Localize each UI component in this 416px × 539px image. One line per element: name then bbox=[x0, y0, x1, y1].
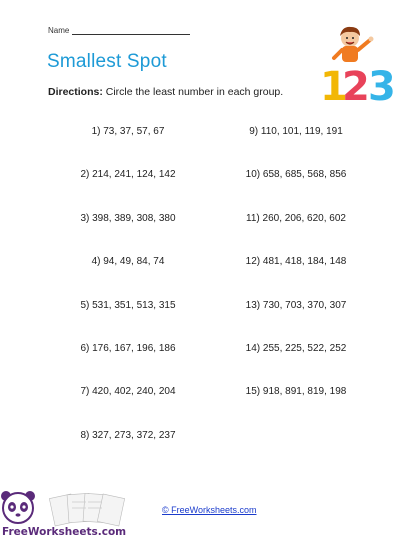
problem-item: 13) 730, 703, 370, 307 bbox=[245, 299, 347, 311]
directions-label: Directions: bbox=[48, 86, 103, 98]
name-label: Name bbox=[48, 26, 70, 35]
problem-item: 1) 73, 37, 57, 67 bbox=[91, 126, 165, 137]
problem-item: 15) 918, 891, 819, 198 bbox=[245, 386, 347, 398]
digit-two: 2 bbox=[342, 64, 370, 104]
directions-text: Circle the least number in each group. bbox=[102, 86, 284, 98]
name-field bbox=[48, 26, 190, 35]
problem-item: 8) 327, 273, 372, 237 bbox=[80, 429, 176, 441]
freeworksheets-logo bbox=[0, 488, 140, 539]
problem-item: 2) 214, 241, 124, 142 bbox=[80, 169, 176, 181]
worksheet-thumbnails-icon bbox=[49, 493, 124, 526]
digit-one: 1 bbox=[320, 64, 348, 104]
page-title: Smallest Spot bbox=[47, 51, 167, 72]
problem-item: 5) 531, 351, 513, 315 bbox=[80, 299, 176, 311]
problem-item: 7) 420, 402, 240, 204 bbox=[80, 386, 176, 398]
digit-three: 3 bbox=[368, 64, 396, 104]
directions bbox=[48, 86, 283, 98]
problem-item: 12) 481, 418, 184, 148 bbox=[245, 256, 347, 268]
problem-item: 9) 110, 101, 119, 191 bbox=[249, 126, 343, 137]
problems-right-column bbox=[206, 126, 386, 430]
logo-wordmark: FreeWorksheets.com bbox=[2, 526, 127, 538]
problem-item: 14) 255, 225, 522, 252 bbox=[245, 342, 347, 354]
panda-mascot-icon bbox=[1, 491, 35, 523]
name-line bbox=[72, 26, 190, 35]
problem-item: 3) 398, 389, 308, 380 bbox=[80, 212, 176, 224]
problems-left-column bbox=[38, 126, 218, 473]
problem-item: 11) 260, 206, 620, 602 bbox=[246, 212, 346, 224]
problem-item: 10) 658, 685, 568, 856 bbox=[245, 169, 347, 181]
problem-item: 6) 176, 167, 196, 186 bbox=[80, 342, 176, 354]
problem-item: 4) 94, 49, 84, 74 bbox=[91, 256, 165, 268]
copyright-link[interactable]: © FreeWorksheets.com bbox=[162, 505, 257, 515]
kid-with-numbers-illustration bbox=[318, 24, 398, 104]
